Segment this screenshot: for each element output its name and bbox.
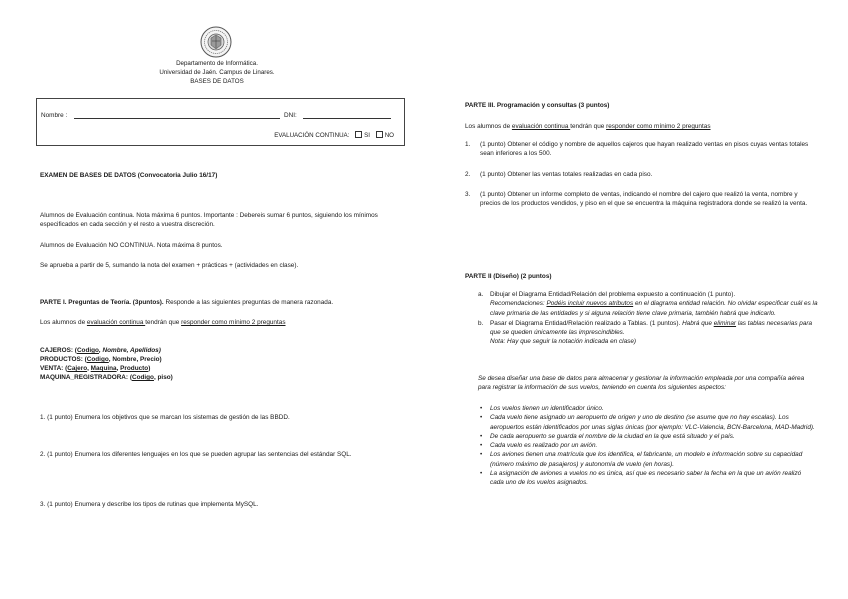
note-text: Los alumnos de bbox=[40, 319, 87, 326]
schema-maquina bbox=[40, 374, 173, 383]
schema-key: Producto bbox=[120, 364, 149, 372]
question-3: 3. (1 punto) Enumera y describe los tipos de rutinas que implementa MySQL. bbox=[40, 501, 259, 508]
intro-continua: Alumnos de Evaluación continua. Nota máxima 6 puntos. Importante : Debereis sumar 6 puntos, siguiendo los mínimos especificados en cada sección y el resto a vuestra discreción. bbox=[40, 212, 378, 229]
dni-field[interactable] bbox=[303, 118, 391, 119]
university-name: Universidad de Jaén. Campus de Linares. bbox=[159, 68, 275, 76]
evaluation-continua-row bbox=[274, 131, 394, 141]
list-item bbox=[465, 140, 817, 159]
note-min-preguntas: responder como mínimo 2 preguntas bbox=[606, 123, 711, 130]
question-1: 1. (1 punto) Enumera los objetivos que se marcan los sistemas de gestión de las BBDD. bbox=[40, 414, 290, 421]
list-item bbox=[465, 170, 817, 179]
schema-key: Maquina bbox=[90, 364, 117, 372]
bullet-dot: • bbox=[480, 451, 483, 459]
part2-tasks bbox=[478, 290, 818, 348]
schema-sep: , bbox=[116, 364, 121, 372]
option-no-label: NO bbox=[384, 132, 394, 139]
task-link: eliminar bbox=[713, 319, 737, 327]
task-note: Nota: Hay que seguir la notación indicada en clase) bbox=[490, 338, 637, 346]
schema-key: Codigo bbox=[131, 373, 154, 381]
bullet-text: De cada aeropuerto se guarda el nombre de la ciudad en la que está situado y el país. bbox=[490, 432, 735, 440]
exam-title: EXAMEN DE BASES DE DATOS (Convocatoria Julio 16/17) bbox=[40, 172, 218, 179]
recommendation-link: Podéis incluir nuevos atributos bbox=[546, 300, 634, 308]
schema-key: Cajero bbox=[67, 364, 88, 372]
schema-table-name: MAQUINA_REGISTRADORA: ( bbox=[40, 373, 132, 381]
bullet-dot: • bbox=[480, 469, 483, 477]
bullet-text: La asignación de aviones a vuelos no es única, así que es necesario saber la fecha en la que un avión realizó cada uno de los vuelos asignados. bbox=[490, 469, 802, 487]
intro-aprobado: Se aprueba a partir de 5, sumando la nota del examen + prácticas + (actividades en clase). bbox=[40, 262, 299, 269]
task-text: Dibujar el Diagrama Entidad/Relación del problema expuesto a continuación (1 punto). bbox=[490, 291, 736, 298]
part1-instructions: Responde a las siguientes preguntas de manera razonada. bbox=[163, 299, 334, 306]
course-name: BASES DE DATOS bbox=[190, 77, 244, 85]
recommendation-text: en el diagrama entidad relación. No olvidar especificar cuál es la clave primaria de las entidades y si alguna relación tiene clave primaria, también habrá que indicarlo. bbox=[490, 300, 818, 317]
database-schema bbox=[40, 347, 173, 383]
note-text: tendrán que bbox=[570, 123, 607, 130]
note-eval-continua: evaluación continua bbox=[86, 319, 146, 326]
name-field[interactable] bbox=[74, 118, 280, 119]
part1-heading bbox=[40, 298, 400, 307]
schema-attrs: , Nombre, Apellidos) bbox=[98, 347, 161, 354]
item-number: a. bbox=[478, 291, 484, 298]
list-item bbox=[478, 432, 816, 441]
bullet-dot: • bbox=[480, 414, 483, 422]
checkbox-no[interactable] bbox=[376, 131, 383, 138]
bullet-text: Cada vuelo tiene asignado un aeropuerto de origen y uno de destino (se asume que no hay escalas). Los aeropuertos están identificados por unas siglas únicas (por ejemplo: VLC-Valencia, BCN-Barcelona, MAD-Madrid). bbox=[490, 414, 815, 431]
scenario-description: Se desea diseñar una base de datos para almacenar y gestionar la información empleada por una compañía aérea para registrar la información de sus vuelos, teniendo en cuenta los siguientes aspectos: bbox=[478, 375, 805, 392]
schema-venta bbox=[40, 365, 173, 374]
bullet-text: Los aviones tienen una matrícula que los identifica, el fabricante, un modelo e información sobre su capacidad (número máximo de pasajeros) y autonomía de vuelo (en horas). bbox=[490, 451, 803, 468]
schema-table-name: CAJEROS: ( bbox=[40, 347, 77, 354]
dni-label: DNI: bbox=[284, 112, 297, 119]
name-label: Nombre : bbox=[41, 112, 68, 119]
schema-cajeros bbox=[40, 347, 173, 356]
list-item bbox=[478, 413, 816, 432]
option-si-label: SI bbox=[364, 132, 370, 139]
item-number: 1. bbox=[465, 141, 471, 148]
list-item bbox=[478, 469, 816, 488]
note-min-preguntas: responder como mínimo 2 preguntas bbox=[181, 319, 286, 326]
bullet-text: Los vuelos tienen un identificador único. bbox=[490, 405, 604, 412]
checkbox-si[interactable] bbox=[355, 131, 362, 138]
schema-sep: , bbox=[87, 364, 91, 372]
part3-questions bbox=[465, 140, 817, 219]
note-text: Los alumnos de bbox=[465, 123, 512, 130]
schema-key: Codigo bbox=[86, 355, 109, 363]
schema-attrs: , piso) bbox=[153, 373, 173, 381]
university-seal bbox=[200, 26, 232, 58]
bullet-text: Cada vuelo es realizado por un avión. bbox=[490, 442, 598, 450]
note-eval-continua: evaluación continua bbox=[511, 123, 571, 130]
schema-sep: ) bbox=[148, 364, 151, 372]
schema-attrs: , Nombre, Precio) bbox=[108, 355, 162, 363]
scenario-bullets bbox=[478, 404, 816, 488]
item-number: 2. bbox=[465, 170, 471, 178]
task-text: Pasar el Diagrama Entidad/Relación realizado a Tablas. (1 puntos). bbox=[490, 319, 683, 327]
eval-label: EVALUACIÓN CONTINUA: bbox=[274, 132, 350, 139]
list-item bbox=[478, 441, 816, 450]
bullet-dot: • bbox=[480, 432, 483, 440]
task-a bbox=[478, 290, 818, 318]
part1-title: PARTE I. Preguntas de Teoría. (3puntos). bbox=[40, 299, 164, 306]
department-name: Departamento de Informática. bbox=[176, 60, 258, 67]
bullet-dot: • bbox=[480, 442, 483, 450]
part3-note bbox=[465, 122, 711, 131]
item-text: (1 punto) Obtener un informe completo de ventas, indicando el nombre del cajero que realizó la venta, nombre y precios de los productos vendidos, y piso en el que se encuentra la máquina registradora donde se realizó la venta. bbox=[480, 190, 808, 208]
item-text: (1 punto) Obtener el código y nombre de aquellos cajeros que hayan realizado ventas en pisos cuyas ventas totales sean inferiores a los 500. bbox=[480, 141, 809, 158]
schema-table-name: PRODUCTOS: ( bbox=[40, 355, 87, 363]
item-number: b. bbox=[478, 319, 484, 327]
list-item bbox=[478, 450, 816, 469]
part1-note bbox=[40, 318, 286, 327]
document-header bbox=[120, 60, 314, 86]
student-info-box bbox=[36, 98, 405, 146]
recommendation-label: Recomendaciones: bbox=[490, 300, 547, 308]
part2-title: PARTE II (Diseño) (2 puntos) bbox=[465, 273, 552, 280]
note-text: tendrán que bbox=[145, 319, 182, 326]
task-b bbox=[478, 319, 818, 347]
task-text: Habrá que bbox=[682, 319, 714, 327]
item-number: 3. bbox=[465, 190, 471, 198]
item-text: (1 punto) Obtener las ventas totales realizadas en cada piso. bbox=[480, 170, 653, 178]
list-item bbox=[478, 404, 816, 413]
part3-title: PARTE III. Programación y consultas (3 puntos) bbox=[465, 102, 610, 109]
bullet-dot: • bbox=[480, 405, 483, 412]
list-item bbox=[465, 190, 817, 209]
schema-key: Codigo bbox=[76, 347, 99, 354]
question-2: 2. (1 punto) Enumera los diferentes lenguajes en los que se pueden agrupar las sentencias del estándar SQL. bbox=[40, 451, 352, 458]
task-text: las tablas necesarias para que se queden únicamente las imprescindibles. bbox=[490, 319, 813, 337]
schema-productos bbox=[40, 356, 173, 365]
intro-no-continua: Alumnos de Evaluación NO CONTINUA. Nota máxima 8 puntos. bbox=[40, 242, 223, 249]
schema-table-name: VENTA: ( bbox=[40, 364, 68, 372]
